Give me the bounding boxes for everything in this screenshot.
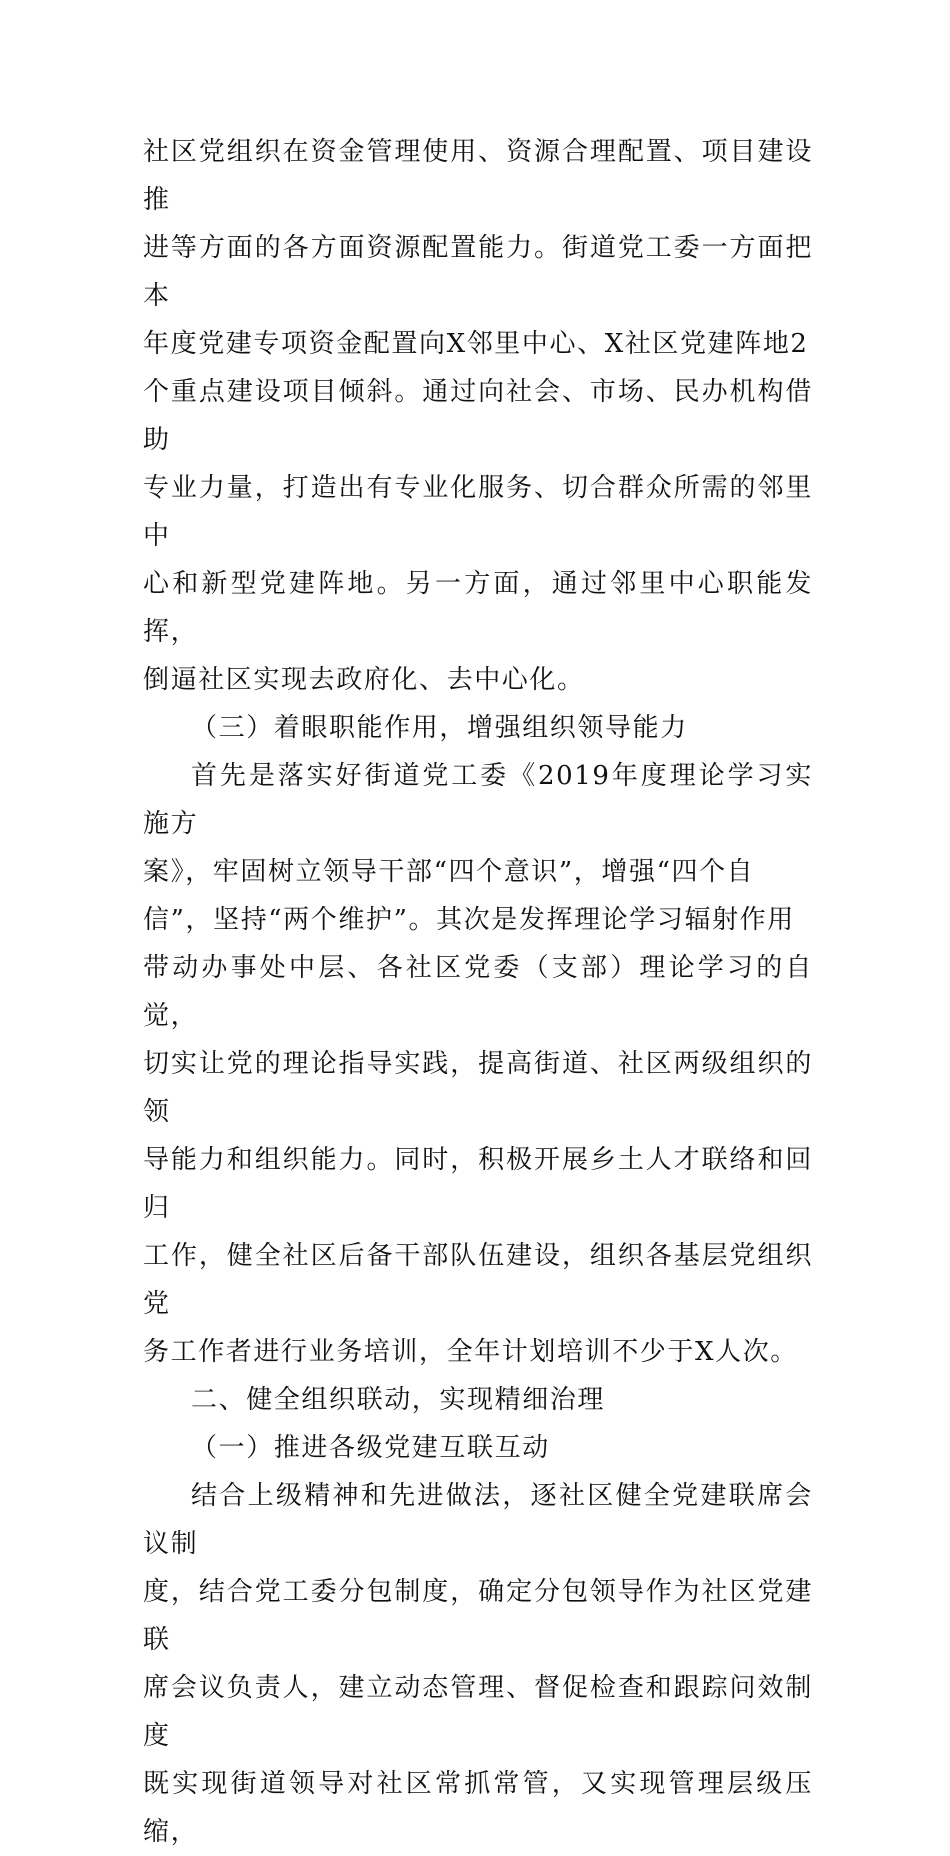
text-line: 切实让党的理论指导实践，提高街道、社区两级组织的领: [143, 1049, 813, 1127]
text-line: 席会议负责人，建立动态管理、督促检查和跟踪问效制度: [143, 1673, 813, 1751]
text-line: （一）推进各级党建互联互动: [191, 1433, 550, 1463]
paragraph-theory-study: [143, 752, 813, 1376]
text-line: 个重点建设项目倾斜。通过向社会、市场、民办机构借助: [143, 377, 813, 455]
text-line: 进等方面的各方面资源配置能力。街道党工委一方面把本: [143, 233, 813, 311]
paragraph-joint-meeting: [143, 1472, 813, 1856]
text-line: 工作，健全社区后备干部队伍建设，组织各基层党组织党: [143, 1241, 813, 1319]
text-line: 二、健全组织联动，实现精细治理: [191, 1385, 606, 1415]
text-line: 结合上级精神和先进做法，逐社区健全党建联席会议制: [143, 1481, 813, 1559]
text-line: （三）着眼职能作用，增强组织领导能力: [191, 713, 688, 743]
text-line: 带动办事处中层、各社区党委（支部）理论学习的自觉，: [143, 953, 813, 1031]
subheading-party-linkage: [143, 1424, 813, 1472]
text-line: 导能力和组织能力。同时，积极开展乡土人才联络和回归: [143, 1145, 813, 1223]
text-line: 倒逼社区实现去政府化、去中心化。: [143, 665, 585, 695]
section-heading-two: [143, 1376, 813, 1424]
document-body: [143, 128, 813, 1856]
text-line: 首先是落实好街道党工委《2019年度理论学习实施方: [143, 761, 813, 839]
text-line: 年度党建专项资金配置向X邻里中心、X社区党建阵地2: [143, 329, 809, 359]
text-line: 度，结合党工委分包制度，确定分包领导作为社区党建联: [143, 1577, 813, 1655]
text-line: 社区党组织在资金管理使用、资源合理配置、项目建设推: [143, 137, 813, 215]
text-line: 案》，牢固树立领导干部“四个意识”，增强“四个自: [143, 857, 755, 887]
text-line: 专业力量，打造出有专业化服务、切合群众所需的邻里中: [143, 473, 813, 551]
paragraph-resource-allocation: [143, 128, 813, 704]
text-line: 心和新型党建阵地。另一方面，通过邻里中心职能发挥，: [143, 569, 813, 647]
subheading-leadership: [143, 704, 813, 752]
text-line: 既实现街道领导对社区常抓常管，又实现管理层级压缩，: [143, 1769, 813, 1847]
text-line: 信”，坚持“两个维护”。其次是发挥理论学习辐射作用: [143, 905, 795, 935]
text-line: 务工作者进行业务培训，全年计划培训不少于X人次。: [143, 1337, 798, 1367]
